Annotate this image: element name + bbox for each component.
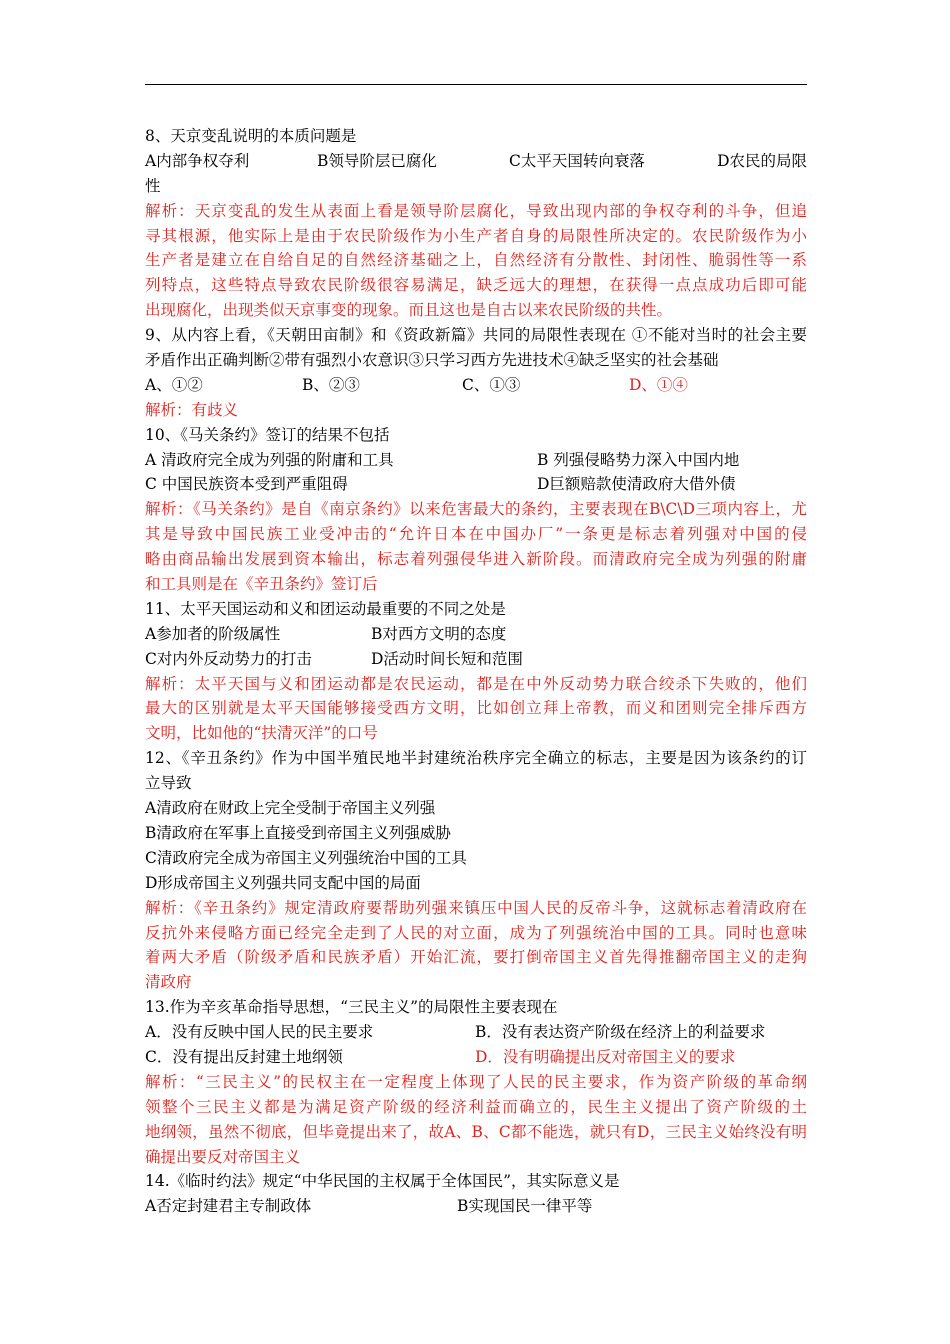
q10-analysis-line: 解析：《马关条约》是自《南京条约》以来危害最大的条约，主要表现在B\C\D三项内容上，尤 [145, 500, 807, 519]
q11-option-c: C对内外反动势力的打击 [145, 649, 312, 668]
q13-option-c: C．没有提出反封建土地纲领 [145, 1047, 343, 1066]
q8-option-d-wrap: 性 [145, 176, 161, 195]
q11-option-b: B对西方文明的态度 [371, 624, 507, 643]
question-11-options-row2 [145, 647, 807, 672]
question-14: 14.《临时约法》规定“中华民国的主权属于全体国民”，其实际意义是 [145, 1172, 620, 1191]
question-8: 8、天京变乱说明的本质问题是 [145, 127, 357, 145]
q10-analysis-line: 略由商品输出发展到资本输出，标志着列强侵华进入新阶段。而清政府完全成为列强的附庸 [145, 550, 807, 569]
q12-option-b: B清政府在军事上直接受到帝国主义列强威胁 [145, 823, 451, 842]
q8-option-c: C太平天国转向衰落 [509, 151, 645, 170]
q8-analysis-line: 生产者是建立在自给自足的自然经济基础之上，自然经济有分散性、封闭性、脆弱性等一系 [145, 251, 807, 270]
q8-option-b: B领导阶层已腐化 [317, 151, 437, 170]
question-12-line: 立导致 [145, 774, 192, 793]
q13-analysis-line: 地纲领，虽然不彻底，但毕竟提出来了，故A、B、C都不能选，就只有D，三民主义始终没有明 [145, 1122, 807, 1141]
q12-analysis-line: 着两大矛盾（阶级矛盾和民族矛盾）开始汇流，要打倒帝国主义首先得推翻帝国主义的走狗 [145, 948, 807, 967]
q10-analysis-line: 和工具则是在《辛丑条约》签订后 [145, 575, 378, 594]
q11-option-a: A参加者的阶级属性 [145, 624, 281, 643]
q8-option-d: D农民的局限 [717, 151, 807, 170]
question-12-line: 12、《辛丑条约》作为中国半殖民地半封建统治秩序完全确立的标志，主要是因为该条约的订 [145, 749, 807, 768]
q9-option-d-answer: D、①④ [629, 375, 688, 394]
q11-option-d: D活动时间长短和范围 [371, 649, 523, 668]
q10-analysis-line: 其是导致中国民族工业受冲击的“允许日本在中国办厂”一条更是标志着列强对中国的侵 [145, 525, 807, 544]
q8-analysis-line: 解析：天京变乱的发生从表面上看是领导阶层腐化，导致出现内部的争权夺利的斗争，但追 [145, 201, 807, 220]
header-rule [145, 84, 807, 85]
question-11-options-row1 [145, 622, 807, 647]
q11-analysis-line: 文明，比如他的“扶清灭洋”的口号 [145, 724, 378, 743]
question-9-options [145, 373, 807, 398]
q12-option-d: D形成帝国主义列强共同支配中国的局面 [145, 873, 421, 892]
q8-analysis-line: 出现腐化，出现类似天京事变的现象。而且这也是自古以来农民阶级的共性。 [145, 301, 673, 320]
q11-analysis-line: 解析：太平天国与义和团运动都是农民运动，都是在中外反动势力联合绞杀下失败的，他们 [145, 674, 807, 693]
question-10-options-row2 [145, 472, 807, 497]
document-body [145, 124, 807, 1219]
question-10-options-row1 [145, 448, 807, 473]
q13-option-a: A．没有反映中国人民的民主要求 [145, 1023, 374, 1042]
question-14-options [145, 1194, 807, 1219]
question-13-options-row2 [145, 1045, 807, 1070]
q10-option-b: B 列强侵略势力深入中国内地 [537, 450, 740, 469]
q13-analysis-line: 领整个三民主义都是为满足资产阶级的经济利益而确立的，民生主义提出了资产阶级的土 [145, 1097, 807, 1116]
q12-analysis-line: 解析：《辛丑条约》规定清政府要帮助列强来镇压中国人民的反帝斗争，这就标志着清政府在 [145, 898, 807, 917]
q8-analysis-line: 寻其根源，他实际上是由于农民阶级作为小生产者自身的局限性所决定的。农民阶级作为小 [145, 226, 807, 245]
q8-analysis-line: 列特点，这些特点导致农民阶级很容易满足，缺乏远大的理想，在获得一点点成功后即可能 [145, 276, 807, 295]
q9-option-a: A、①② [145, 375, 203, 394]
q11-analysis-line: 最大的区别就是太平天国能够接受西方文明，比如创立拜上帝教，而义和团则完全排斥西方 [145, 699, 807, 718]
question-11: 11、太平天国运动和义和团运动最重要的不同之处是 [145, 599, 506, 618]
q13-option-d-answer: D．没有明确提出反对帝国主义的要求 [475, 1047, 736, 1066]
q13-option-b: B．没有表达资产阶级在经济上的利益要求 [475, 1023, 766, 1042]
q8-option-a: A内部争权夺利 [145, 151, 250, 170]
q14-option-b: B实现国民一律平等 [457, 1197, 593, 1216]
q12-option-a: A清政府在财政上完全受制于帝国主义列强 [145, 799, 436, 818]
question-10: 10、《马关条约》签订的结果不包括 [145, 425, 390, 444]
question-13: 13.作为辛亥革命指导思想，“三民主义”的局限性主要表现在 [145, 998, 558, 1017]
q12-option-c: C清政府完全成为帝国主义列强统治中国的工具 [145, 848, 467, 867]
q12-analysis-line: 反抗外来侵略方面已经完全走到了人民的对立面，成为了列强统治中国的工具。同时也意味 [145, 923, 807, 942]
q10-option-a: A 清政府完全成为列强的附庸和工具 [145, 450, 394, 469]
question-9-line: 矛盾作出正确判断②带有强烈小农意识③只学习西方先进技术④缺乏坚实的社会基础 [145, 351, 719, 370]
q9-option-b: B、②③ [302, 375, 360, 394]
question-13-options-row1 [145, 1020, 807, 1045]
q13-analysis-line: 解析：“三民主义”的民权主在一定程度上体现了人民的民主要求，作为资产阶级的革命纲 [145, 1072, 807, 1091]
q10-option-d: D巨额赔款使清政府大借外债 [537, 475, 736, 494]
q9-option-c: C、①③ [462, 375, 521, 394]
q13-analysis-line: 确提出要反对帝国主义 [145, 1147, 301, 1166]
q14-option-a: A否定封建君主专制政体 [145, 1197, 312, 1216]
q10-option-c: C 中国民族资本受到严重阻碍 [145, 475, 348, 494]
q9-analysis: 解析：有歧义 [145, 400, 239, 419]
question-9-line: 9、从内容上看，《天朝田亩制》和《资政新篇》共同的局限性表现在 ①不能对当时的社会主要 [145, 326, 807, 345]
question-8-options [145, 149, 807, 174]
q12-analysis-line: 清政府 [145, 973, 192, 992]
